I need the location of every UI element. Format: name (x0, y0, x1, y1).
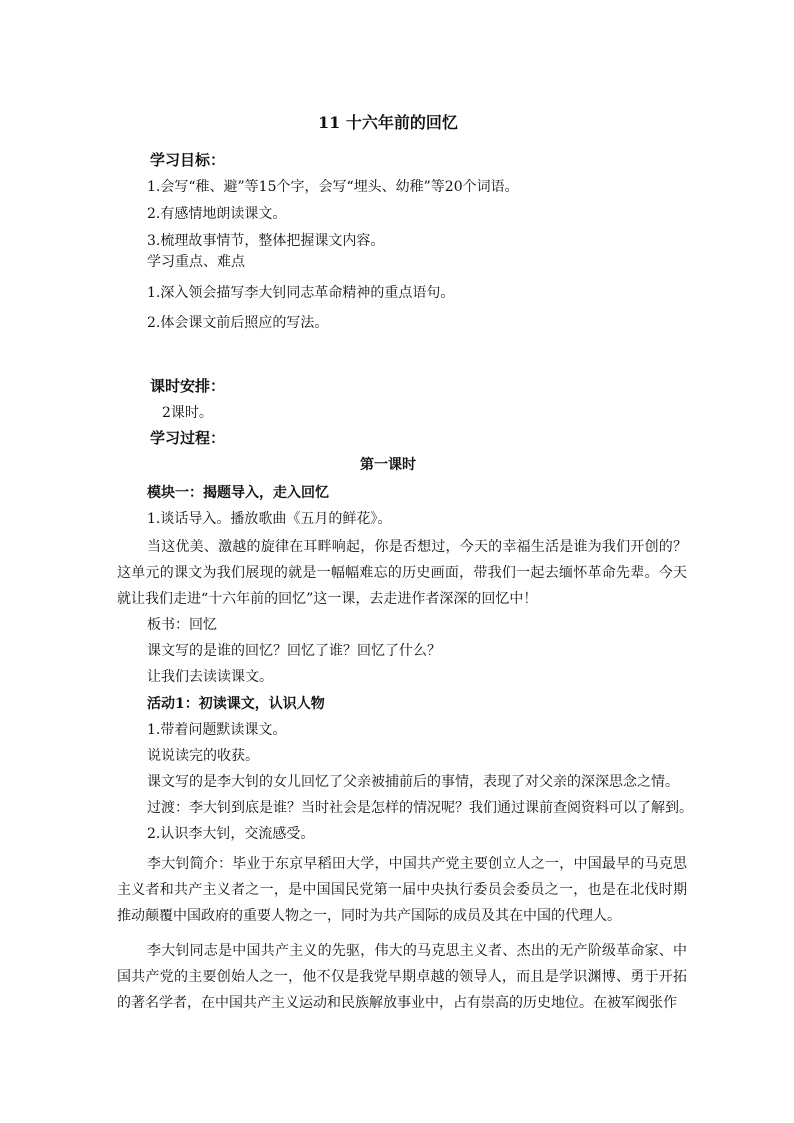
bio-paragraph: 李大钊简介：毕业于东京早稻田大学，中国共产党主要创立人之一，中国最早的马克思主义者和共产主义者之一，是中国国民党第一届中央执行委员会委员之一，也是在北伐时期推动颠覆中国政府的重要人物之一，同时为共产国际的成员及其在中国的代理人。 (117, 856, 687, 924)
module-title: 模块一：揭题导入，走入回忆 (147, 485, 329, 501)
intro-paragraph: 当这优美、激越的旋律在耳畔响起，你是否想过，今天的幸福生活是谁为我们开创的？这单元的课文为我们展现的就是一幅幅难忘的历史画面，带我们一起去缅怀革命先辈。今天就让我们走进“十六年前的回忆”这一课，去走进作者深深的回忆中！ (117, 539, 687, 607)
key-points-heading: 学习重点、难点 (147, 254, 245, 270)
harvest-prompt: 说说读完的收获。 (147, 748, 259, 764)
step-item: 1.谈话导入。播放歌曲《五月的鲜花》。 (147, 511, 392, 527)
schedule-text: 2课时。 (162, 405, 213, 421)
objectives-heading: 学习目标： (150, 151, 226, 169)
board-note: 板书：回忆 (147, 617, 217, 633)
transition-line: 过渡：李大钊到底是谁？当时社会是怎样的情况呢？我们通过课前查阅资料可以了解到。 (147, 800, 693, 816)
objective-item: 3.梳理故事情节，整体把握课文内容。 (147, 233, 385, 249)
process-heading: 学习过程： (150, 429, 226, 447)
summary-line: 课文写的是李大钊的女儿回忆了父亲被捕前后的事情，表现了对父亲的深深思念之情。 (147, 774, 679, 790)
step-item: 1.带着问题默读课文。 (147, 722, 287, 738)
step-item: 2.认识李大钊，交流感受。 (147, 826, 315, 842)
key-point-item: 2.体会课文前后照应的写法。 (147, 315, 329, 331)
activity-title: 活动1：初读课文，认识人物 (147, 696, 325, 712)
objective-item: 1.会写“稚、避”等15个字，会写“埋头、幼稚”等20个词语。 (147, 179, 519, 195)
read-prompt: 让我们去读读课文。 (147, 669, 273, 685)
question-line: 课文写的是谁的回忆？回忆了谁？回忆了什么？ (147, 643, 441, 659)
praise-paragraph: 李大钊同志是中国共产主义的先驱，伟大的马克思主义者、杰出的无产阶级革命家、中国共产党的主要创始人之一，他不仅是我党早期卓越的领导人，而且是学识渊博、勇于开拓的著名学者，在中国共产主义运动和民族解放事业中，占有崇高的历史地位。在被军阀张作 (117, 943, 687, 1011)
lesson-title: 第一课时 (360, 457, 416, 473)
objective-item: 2.有感情地朗读课文。 (147, 206, 287, 222)
key-point-item: 1.深入领会描写李大钊同志革命精神的重点语句。 (147, 285, 455, 301)
document-title: 11 十六年前的回忆 (318, 113, 458, 132)
schedule-heading: 课时安排： (150, 377, 226, 395)
